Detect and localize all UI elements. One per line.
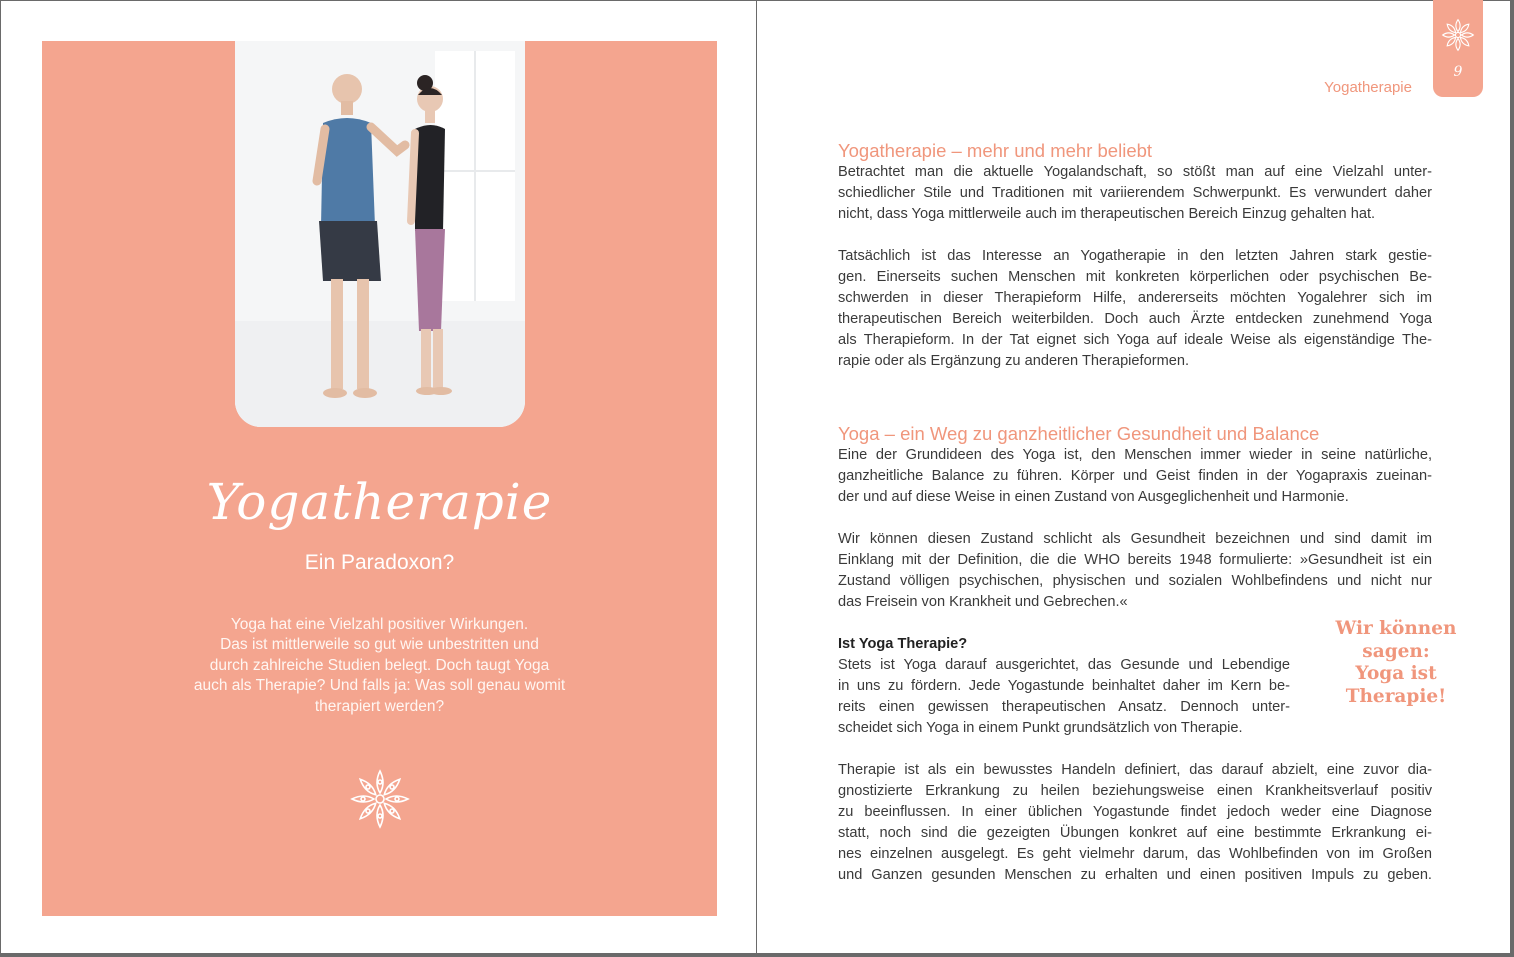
article-content [838, 140, 1432, 886]
text-line: reits einen gewissen therapeutischen Ansatz. Dennoch unter- [838, 699, 1290, 715]
text-line: gnostizierte Erkrankung zu heilen beziehungsweise einen Krankheitsverlauf positiv [838, 783, 1432, 799]
pull-quote-line: Yoga ist [1355, 663, 1437, 684]
text-line: der und auf diese Weise in einen Zustand von Ausgeglichenheit und Harmonie. [838, 489, 1349, 505]
text-line: nicht, dass Yoga mittlerweile auch im therapeutischen Bereich Einzug gehalten hat. [838, 206, 1376, 222]
text-line: nes einzelnen ausgelegt. Es geht vielmehr darum, das Wohlbefinden von im Großen [838, 846, 1432, 862]
text-line: Wir können diesen Zustand schlicht als Gesundheit bezeichnen und sind damit im [838, 531, 1432, 547]
pull-quote-line: Wir können [1335, 618, 1457, 639]
paragraph [838, 162, 1432, 225]
text-line: ganzheitliche Balance zu führen. Körper und Geist finden in der Yogapraxis zueinan- [838, 468, 1432, 484]
intro-line: Yoga hat eine Vielzahl positiver Wirkungen. [230, 616, 529, 633]
running-head: Yogatherapie [1324, 79, 1412, 96]
text-line: Einklang mit der Definition, die die WHO bereits 1948 formulierte: »Gesundheit ist ein [838, 552, 1432, 568]
text-line: schiedlicher Stile und Traditionen mit variierendem Schwerpunkt. Es verwundert daher [838, 185, 1432, 201]
text-line: rapie oder als Ergänzung zu anderen Therapieformen. [838, 353, 1190, 369]
left-page-panel [42, 41, 717, 916]
text-line: gen. Einerseits suchen Menschen mit konkreten körperlichen oder psychischen Be- [838, 269, 1432, 285]
text-line: Zustand völligen psychischen, physischen und sozialen Wohlbefindens und nicht nur [838, 573, 1432, 589]
subsection-heading: Ist Yoga Therapie? [838, 636, 968, 652]
book-spine [756, 0, 757, 957]
page-title: Yogatherapie [206, 473, 553, 531]
paragraph [838, 246, 1432, 372]
text-line: therapeutischen Bereich weiterbilden. Doch auch Ärzte entdecken zunehmend Yoga [838, 311, 1432, 327]
lotus-mandala-icon [348, 767, 412, 831]
intro-line: therapiert werden? [314, 697, 445, 715]
intro-line: durch zahlreiche Studien belegt. Doch taugt Yoga [209, 656, 550, 674]
intro-line: auch als Therapie? Und falls ja: Was soll genau womit [193, 677, 566, 695]
paragraph [838, 445, 1432, 508]
text-line: Therapie ist als ein bewusstes Handeln definiert, das darauf abzielt, eine zuvor dia- [838, 762, 1432, 778]
text-line: Eine der Grundideen des Yoga ist, den Menschen immer wieder in seine natürliche, [838, 447, 1432, 463]
section-heading: Yoga – ein Weg zu ganzheitlicher Gesundheit und Balance [838, 423, 1320, 444]
text-line: in uns zu fördern. Jede Yogastunde beinhaltet daher im Kern be- [838, 678, 1290, 694]
text-line: zu beeinflussen. In einer üblichen Yogastunde findet jedoch weder eine Diagnose [838, 804, 1432, 820]
paragraph [838, 655, 1290, 739]
page-number: 9 [1453, 64, 1463, 80]
text-line: Stets ist Yoga darauf ausgerichtet, das Gesunde und Lebendige [838, 657, 1290, 673]
text-line: und Ganzen gesunden Menschen zu erhalten und einen positiven Impuls zu geben. [838, 867, 1432, 883]
text-line: Tatsächlich ist das Interesse an Yogatherapie in den letzten Jahren stark gestie- [838, 248, 1432, 264]
paragraph [838, 529, 1432, 613]
photo-illustration [235, 41, 525, 427]
text-line: schwerden in dieser Therapieform Hilfe, andererseits möchten Yogalehrer sich im [838, 290, 1432, 306]
pull-quote-line: sagen: [1362, 640, 1430, 662]
lotus-mandala-icon [1441, 18, 1475, 52]
intro-text [162, 615, 597, 717]
section-heading: Yogatherapie – mehr und mehr beliebt [838, 140, 1153, 161]
page-tab [1433, 0, 1483, 97]
text-line: als Therapieform. In der Tat eignet sich Yoga auf ideale Weise als eigenständige The- [838, 332, 1432, 348]
text-line: Betrachtet man die aktuelle Yogalandschaft, so stößt man auf eine Vielzahl unter- [838, 164, 1432, 180]
page-edge [0, 953, 1514, 956]
yoga-therapy-photo [235, 41, 525, 427]
text-line: scheidet sich Yoga in einem Punkt grundsätzlich von Therapie. [838, 720, 1243, 736]
paragraph [838, 760, 1432, 886]
pull-quote [1310, 618, 1482, 708]
page-edge [1510, 0, 1513, 957]
text-line: das Freisein von Krankheit und Gebrechen.« [838, 594, 1128, 610]
intro-line: Das ist mittlerweile so gut wie unbestritten und [220, 636, 539, 654]
text-line: statt, noch sind die gezeigten Übungen konkret auf eine bestimmte Erkrankung ei- [838, 825, 1432, 841]
pull-quote-line: Therapie! [1345, 685, 1447, 707]
page-subtitle: Ein Paradoxon? [304, 551, 455, 574]
